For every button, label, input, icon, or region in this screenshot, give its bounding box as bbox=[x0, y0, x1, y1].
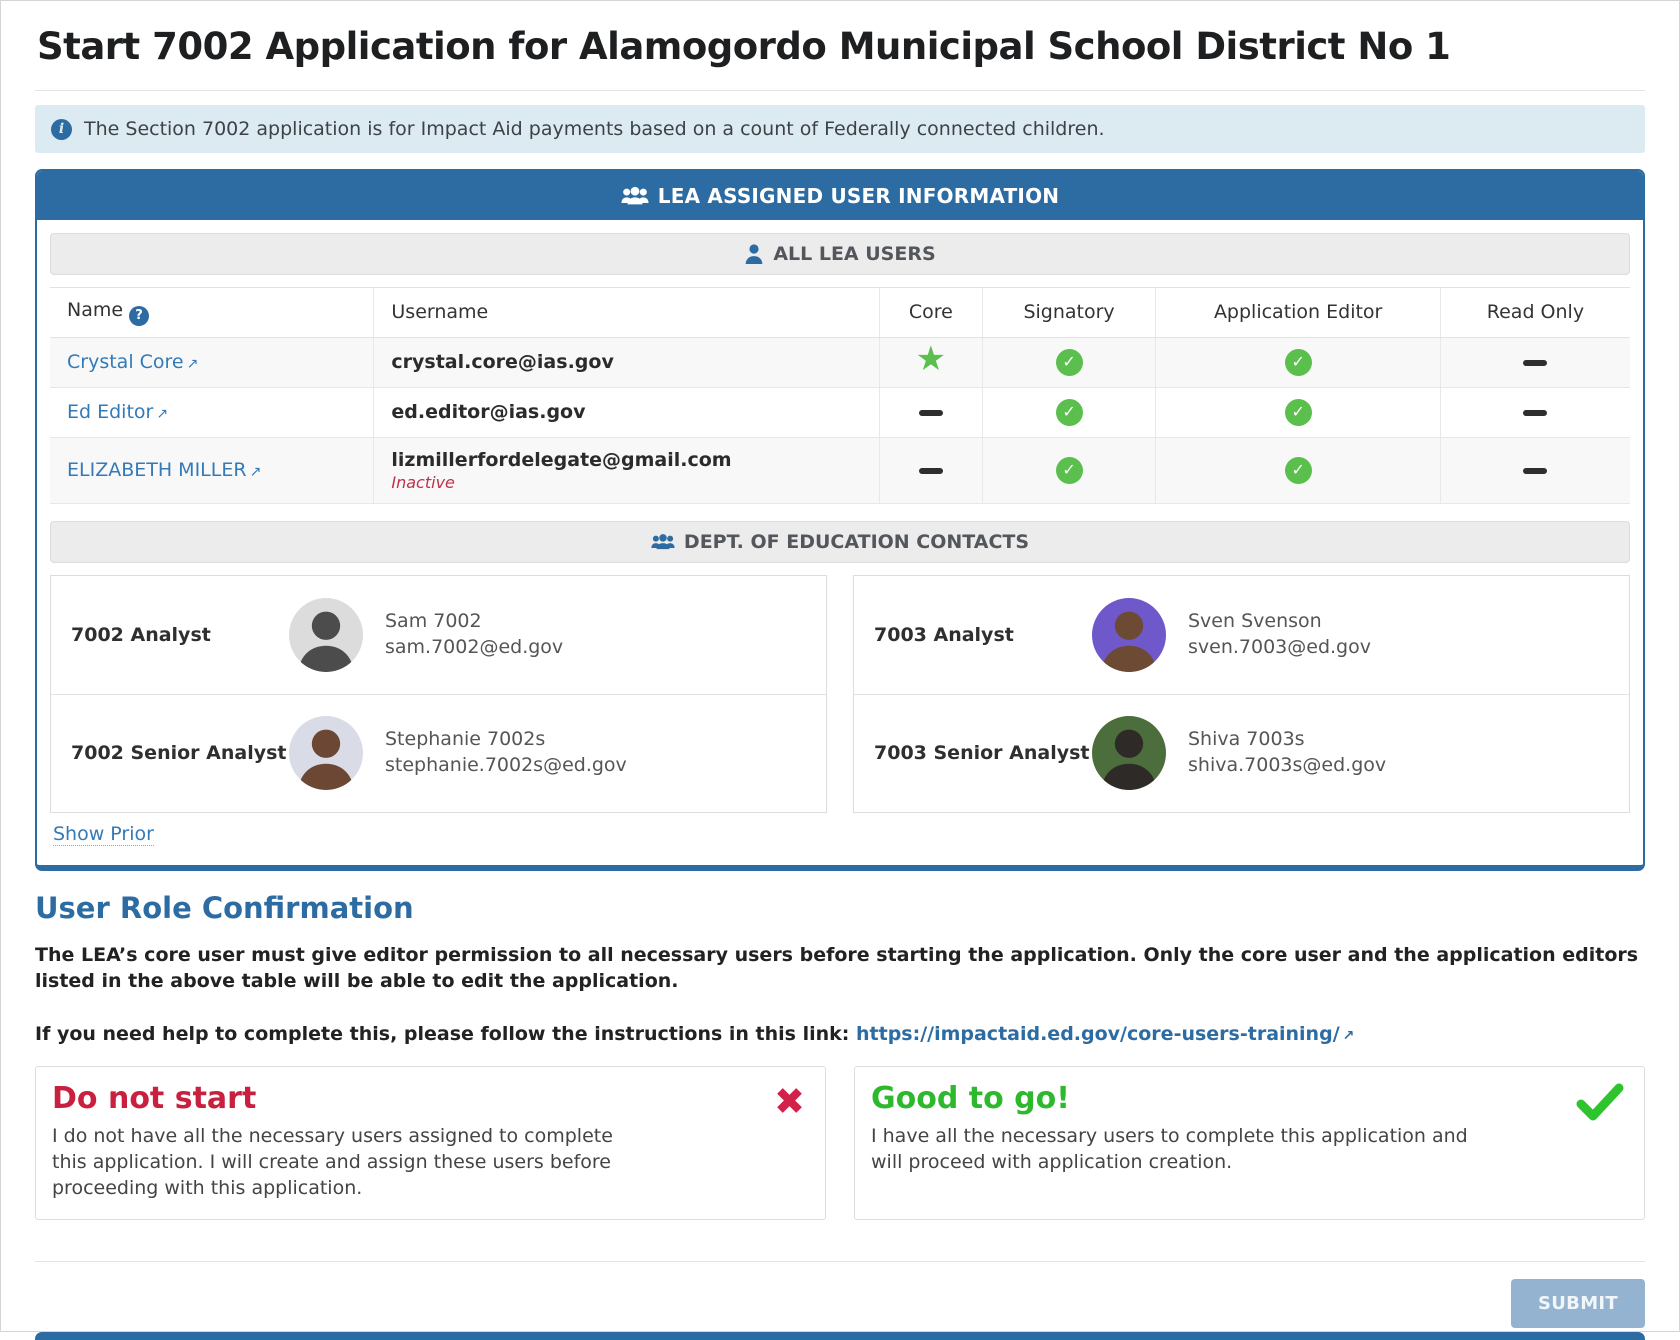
lea-assigned-user-panel bbox=[35, 169, 1645, 871]
show-prior-link[interactable]: Show Prior bbox=[53, 822, 154, 845]
core-dash-icon bbox=[919, 410, 943, 416]
user-role-confirmation-heading: User Role Confirmation bbox=[35, 890, 414, 925]
info-banner bbox=[35, 105, 1645, 153]
check-icon bbox=[1576, 1083, 1624, 1125]
submit-row bbox=[35, 1279, 1645, 1328]
good-to-go-body: I have all the necessary users to complete this application and will proceed with application creation. bbox=[871, 1125, 1468, 1174]
contact-email: sam.7002@ed.gov bbox=[385, 635, 564, 658]
page-title: Start 7002 Application for Alamogordo Municipal School District No 1 bbox=[37, 25, 1451, 68]
lea-panel-body bbox=[37, 220, 1643, 865]
doe-contacts-label: DEPT. OF EDUCATION CONTACTS bbox=[683, 530, 1030, 553]
users-group-icon bbox=[621, 185, 649, 207]
show-prior-row bbox=[50, 813, 1630, 857]
contact-name: Sven Svenson bbox=[1188, 609, 1322, 632]
external-link-icon: ↗ bbox=[186, 356, 199, 372]
contact-card bbox=[854, 694, 1629, 812]
name-help-icon[interactable]: ? bbox=[129, 306, 149, 326]
help-paragraph: If you need help to complete this, please follow the instructions in this link: https://impactaid.ed.gov/core-users-training/ ↗ bbox=[35, 1023, 1355, 1046]
application-editor-check-icon: ✓ bbox=[1285, 399, 1312, 426]
col-header-signatory: Signatory bbox=[982, 288, 1156, 338]
application-editor-check-icon: ✓ bbox=[1285, 349, 1312, 376]
avatar bbox=[1092, 598, 1166, 672]
x-icon: ✖ bbox=[773, 1080, 805, 1124]
do-not-start-title: Do not start bbox=[52, 1081, 257, 1117]
all-lea-users-label: ALL LEA USERS bbox=[773, 243, 936, 265]
good-to-go-option[interactable] bbox=[854, 1066, 1645, 1220]
contact-email: shiva.7003s@ed.gov bbox=[1188, 754, 1387, 776]
col-header-name: Name ? bbox=[50, 288, 374, 338]
table-row bbox=[50, 387, 1630, 437]
contact-name: Stephanie 7002s bbox=[385, 728, 546, 751]
username-cell: lizmillerfordelegate@gmail.com Inactive bbox=[374, 437, 880, 503]
username-cell: crystal.core@ias.gov bbox=[374, 337, 880, 387]
page bbox=[1, 1, 1679, 1340]
do-not-start-body: I do not have all the necessary users assigned to complete this application. I will create and assign these users before proceeding with this application. bbox=[52, 1125, 613, 1199]
contact-role-label: 7002 Analyst bbox=[71, 623, 211, 646]
all-lea-users-bar bbox=[50, 233, 1630, 275]
col-header-core: Core bbox=[879, 288, 982, 338]
external-link-icon: ↗ bbox=[249, 464, 262, 480]
contact-info bbox=[1188, 609, 1371, 660]
next-panel-top-edge bbox=[35, 1332, 1645, 1340]
table-header-row bbox=[50, 288, 1630, 338]
contacts-column-7002 bbox=[50, 575, 827, 813]
col-header-application-editor: Application Editor bbox=[1156, 288, 1440, 338]
contact-card bbox=[51, 694, 826, 812]
user-link-ed-editor[interactable]: Ed Editor ↗ bbox=[67, 401, 169, 423]
core-dash-icon bbox=[919, 468, 943, 474]
confirmation-paragraph: The LEA’s core user must give editor permission to all necessary users before starting the application. Only the core user and the application editors listed in the above table will be able to edit the application. bbox=[35, 943, 1639, 993]
training-link[interactable]: https://impactaid.ed.gov/core-users-training/ ↗ bbox=[856, 1023, 1355, 1046]
col-header-read-only: Read Only bbox=[1440, 288, 1630, 338]
contact-info bbox=[385, 609, 563, 660]
doe-contacts-bar bbox=[50, 521, 1630, 563]
contact-info bbox=[1188, 727, 1386, 778]
info-banner-text: The Section 7002 application is for Impact Aid payments based on a count of Federally connected children. bbox=[84, 118, 1105, 140]
external-link-icon: ↗ bbox=[156, 406, 169, 422]
contact-name: Sam 7002 bbox=[385, 609, 482, 632]
read-only-dash-icon bbox=[1523, 468, 1547, 474]
external-link-icon: ↗ bbox=[1342, 1028, 1355, 1045]
lea-panel-header-label: LEA ASSIGNED USER INFORMATION bbox=[657, 184, 1060, 208]
read-only-dash-icon bbox=[1523, 360, 1547, 366]
users-group-icon bbox=[651, 533, 675, 551]
avatar bbox=[289, 598, 363, 672]
signatory-check-icon: ✓ bbox=[1056, 457, 1083, 484]
lea-users-table bbox=[50, 287, 1630, 504]
table-row bbox=[50, 337, 1630, 387]
contact-info bbox=[385, 727, 627, 778]
table-row bbox=[50, 437, 1630, 503]
info-icon: i bbox=[51, 119, 72, 140]
contact-role-label: 7003 Analyst bbox=[874, 623, 1014, 646]
lea-panel-header bbox=[37, 171, 1643, 220]
contact-email: sven.7003@ed.gov bbox=[1188, 635, 1371, 658]
contacts-column-7003 bbox=[853, 575, 1630, 813]
contact-card bbox=[854, 576, 1629, 694]
avatar bbox=[1092, 716, 1166, 790]
submit-button[interactable]: SUBMIT bbox=[1511, 1279, 1645, 1328]
inactive-status-label: Inactive bbox=[391, 472, 455, 492]
avatar bbox=[289, 716, 363, 790]
signatory-check-icon: ✓ bbox=[1056, 399, 1083, 426]
core-star-icon: ★ bbox=[915, 339, 947, 379]
contact-email: stephanie.7002s@ed.gov bbox=[385, 754, 627, 776]
user-icon bbox=[744, 243, 764, 265]
signatory-check-icon: ✓ bbox=[1056, 349, 1083, 376]
good-to-go-title: Good to go! bbox=[871, 1081, 1070, 1117]
read-only-dash-icon bbox=[1523, 410, 1547, 416]
contact-role-label: 7003 Senior Analyst bbox=[874, 742, 1090, 764]
user-link-crystal-core[interactable]: Crystal Core ↗ bbox=[67, 351, 199, 373]
application-editor-check-icon: ✓ bbox=[1285, 457, 1312, 484]
contacts-grid bbox=[50, 575, 1630, 813]
contact-name: Shiva 7003s bbox=[1188, 728, 1305, 751]
choice-row bbox=[35, 1066, 1645, 1220]
contact-card bbox=[51, 576, 826, 694]
do-not-start-option[interactable] bbox=[35, 1066, 826, 1220]
user-link-elizabeth-miller[interactable]: ELIZABETH MILLER ↗ bbox=[67, 459, 262, 481]
username-cell: ed.editor@ias.gov bbox=[374, 387, 880, 437]
bottom-divider bbox=[35, 1261, 1645, 1262]
contact-role-label: 7002 Senior Analyst bbox=[71, 742, 287, 764]
title-divider bbox=[35, 90, 1645, 91]
col-header-username: Username bbox=[374, 288, 880, 338]
